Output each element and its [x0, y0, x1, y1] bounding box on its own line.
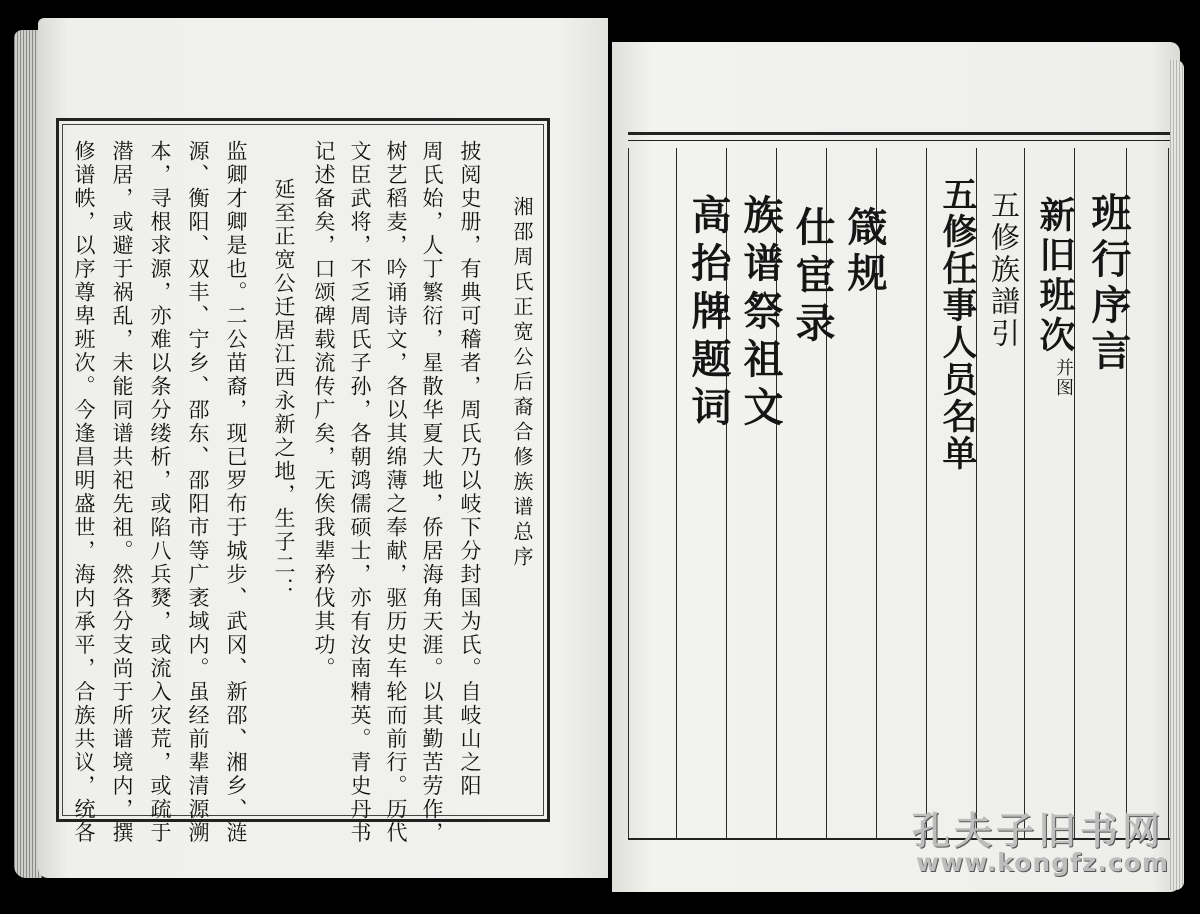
heading-admonitions: 箴规 [841, 206, 888, 298]
preface-line-9: 本，寻根求源，亦难以条分缕析，或陷八兵燹，或流入灾荒，或疏于 [148, 140, 172, 845]
column-rule [1168, 148, 1169, 838]
heading-note-with-chart: 并图 [1053, 358, 1074, 398]
preface-line-3: 树艺稻麦，吟诵诗文，各以其绵薄之奉献，驱历史车轮而前行。历代 [384, 140, 408, 845]
preface-line-1: 披阅史册，有典可稽者，周氏乃以岐下分封国为氏。自岐山之阳 [458, 140, 482, 798]
watermark-logo: 孔夫子旧书网 [912, 809, 1165, 853]
heading-generation-preface: 班行序言 [1085, 192, 1132, 376]
watermark-url: www.kongfz.com [916, 848, 1169, 877]
book-edge-right [1170, 60, 1184, 890]
heading-plaque-inscriptions: 高抬牌题词 [685, 194, 732, 434]
heading-fifth-revision-intro: 五修族譜引 [987, 190, 1021, 350]
heading-officials-record: 仕宦录 [789, 206, 836, 350]
top-rule-thin [628, 140, 1170, 141]
preface-line-2: 周氏始，人丁繁衍，星散华夏大地，侨居海角天涯。以其勤苦劳作， [420, 140, 444, 845]
top-rule-thick [628, 132, 1170, 135]
right-page [612, 42, 1180, 892]
column-rule [926, 148, 927, 838]
heading-staff-list: 五修任事人员名单 [937, 176, 978, 472]
preface-line-8: 源、衡阳、双丰、宁乡、邵东、邵阳市等广袤域内。虽经前辈清源溯 [186, 140, 210, 845]
preface-line-5: 记述备矣，口颂碑载流传广矣，无俟我辈矜伐其功。 [312, 140, 336, 681]
preface-title: 湘邵周氏正宽公后裔合修族谱总序 [510, 196, 534, 571]
column-rule [676, 148, 677, 838]
preface-line-11: 修谱帙，以序尊卑班次。今逢昌明盛世，海内承平，合族共议，统各 [72, 140, 96, 845]
preface-line-10: 潜居，或避于祸乱，未能同谱共祀先祖。然各分支尚于所谱境内，撰 [110, 140, 134, 845]
heading-ancestor-sacrifice-text: 族谱祭祖文 [737, 194, 784, 434]
column-rule [628, 148, 629, 838]
preface-line-7: 监卿才卿是也。二公苗裔，现已罗布于城步、武冈、新邵、湘乡、涟 [224, 140, 248, 845]
preface-line-4: 文臣武将，不乏周氏子孙，各朝鸿儒硕士，亦有汝南精英。青史丹书 [348, 140, 372, 845]
preface-line-6: 延至正宽公迁居江西永新之地，生子二： [272, 178, 296, 601]
heading-old-new-generations: 新旧班次 [1034, 196, 1076, 356]
